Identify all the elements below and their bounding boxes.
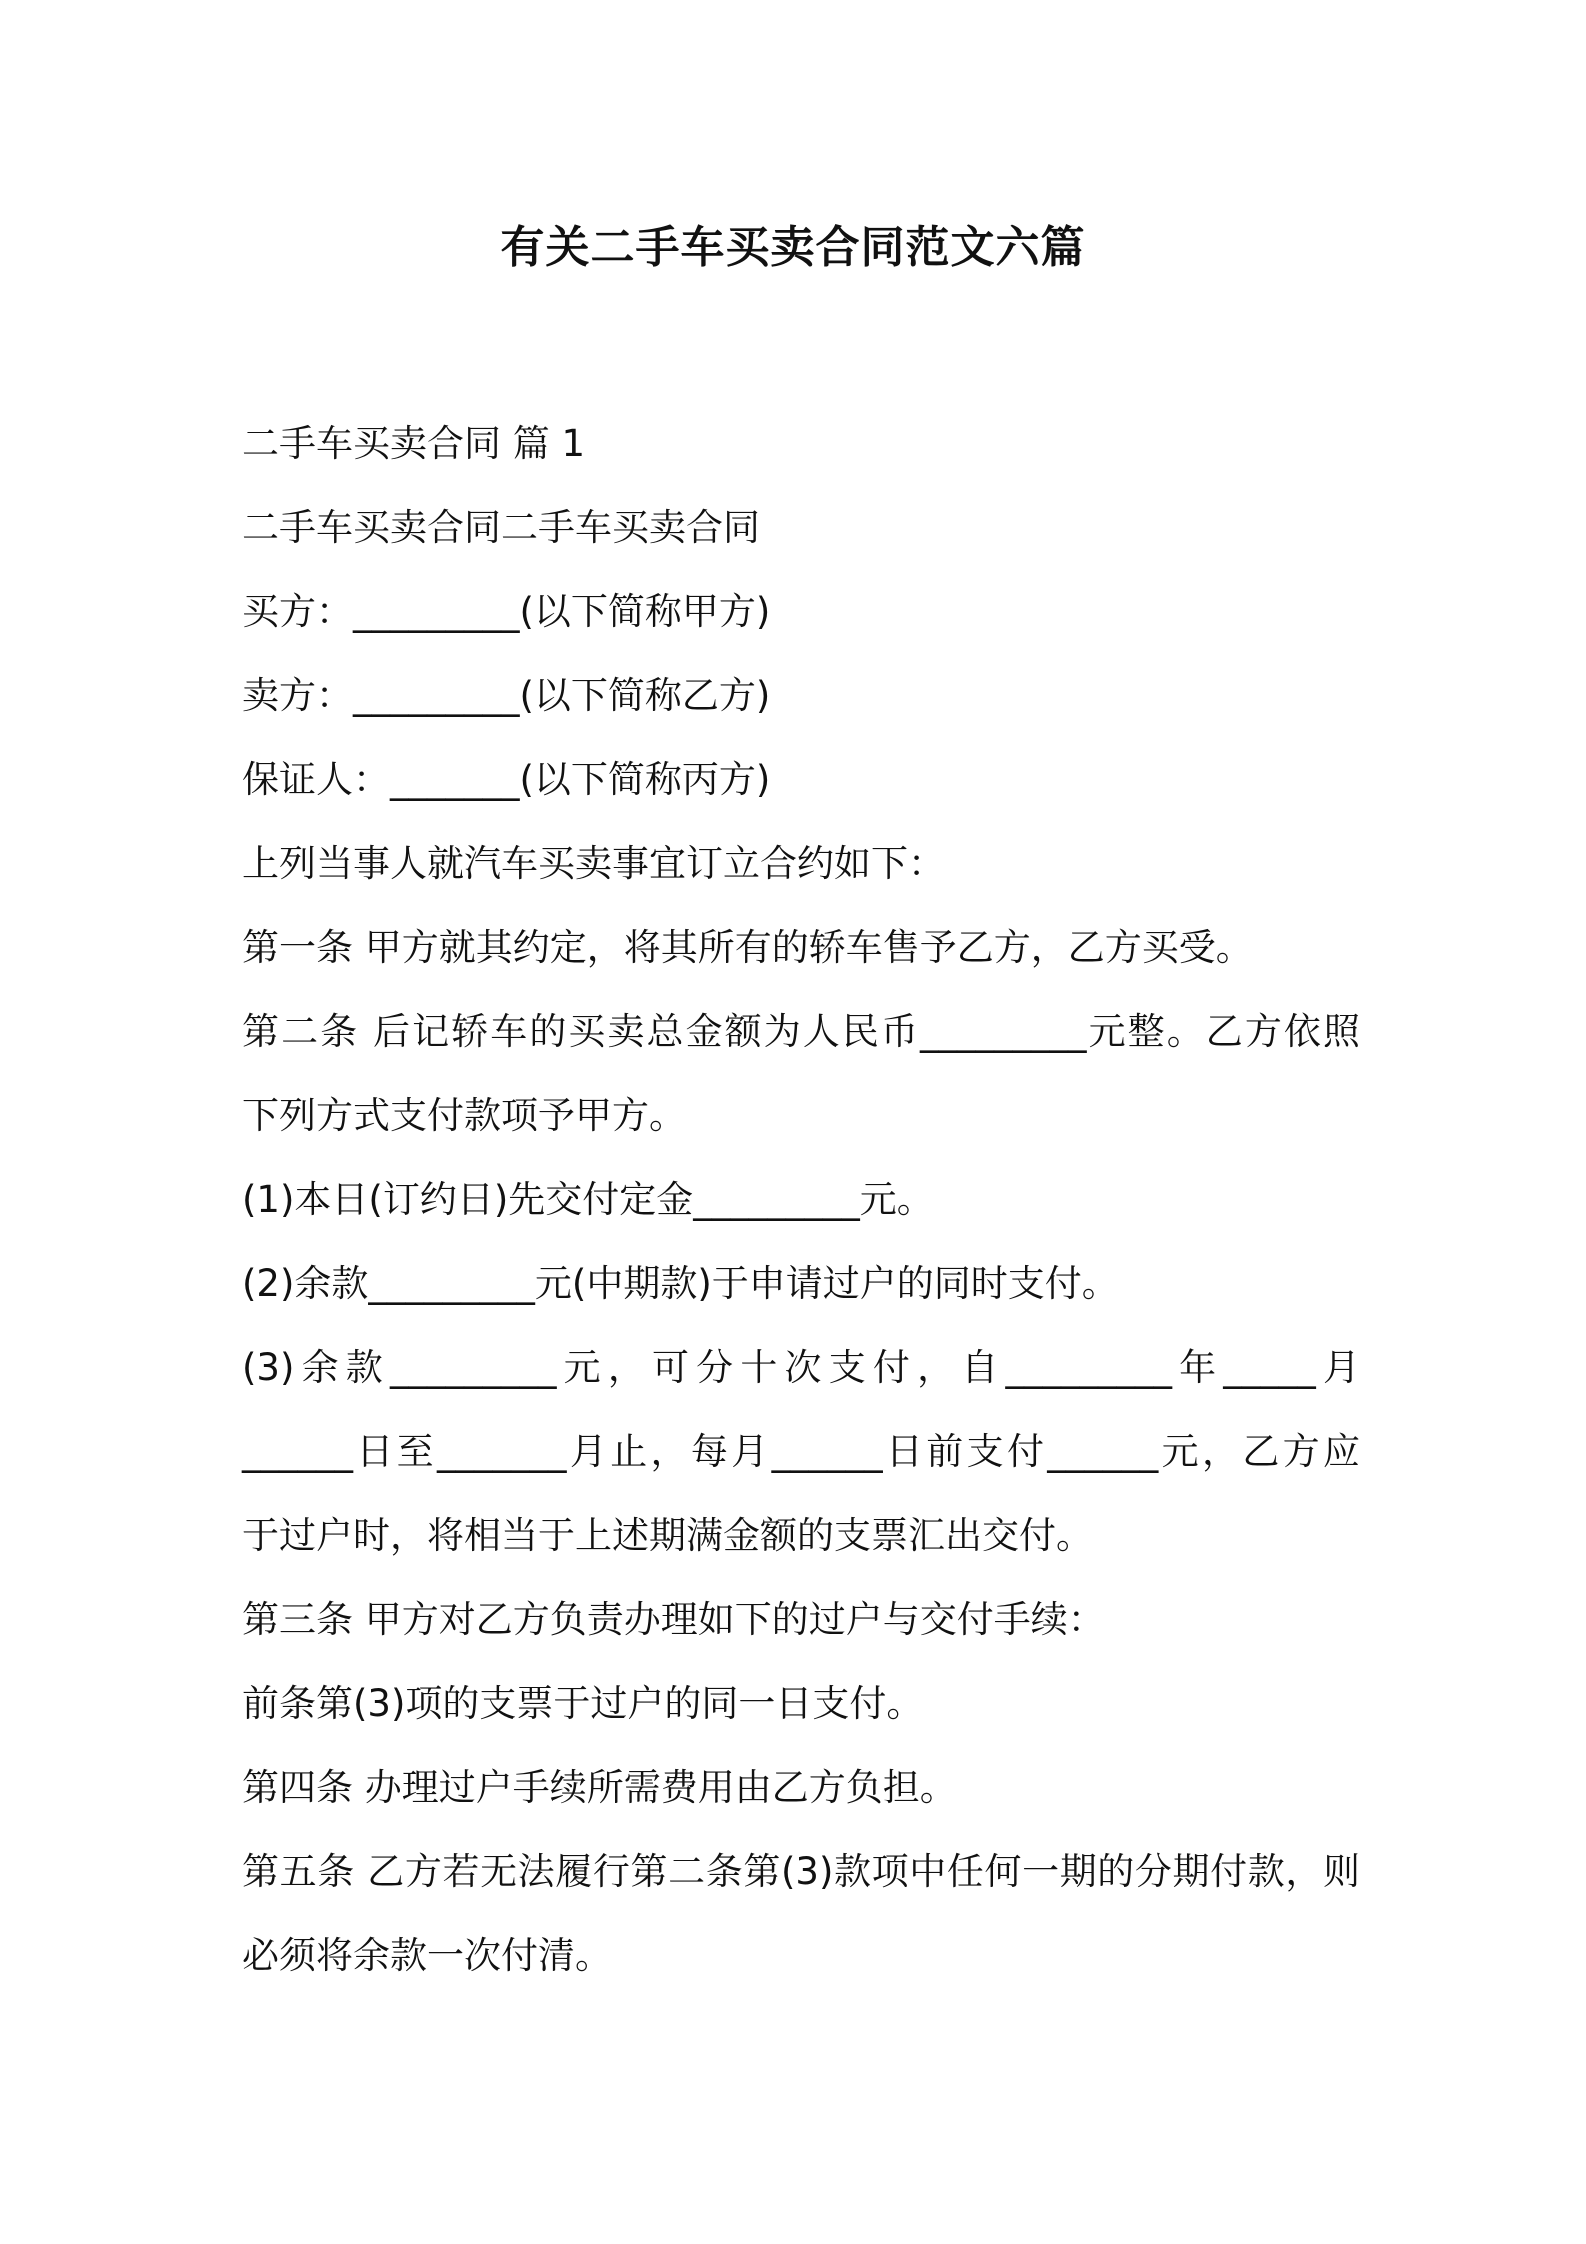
preamble-line: 上列当事人就汽车买卖事宜订立合约如下： [242,842,945,885]
contract-subtitle: 二手车买卖合同二手车买卖合同 [242,506,760,549]
section-heading: 二手车买卖合同 篇 1 [242,422,586,465]
document-body [242,402,1360,1998]
article-2-line-1: 第二条 后记轿车的买卖总金额为人民币_________元整。乙方依照 [242,1010,1360,1053]
buyer-line: 买方：_________(以下简称甲方) [242,590,771,633]
guarantor-line: 保证人：_______(以下简称丙方) [242,758,771,801]
article-2-line-2: 下列方式支付款项予甲方。 [242,1094,686,1137]
document-title: 有关二手车买卖合同范文六篇 [500,222,1086,273]
payment-item-3-line-3: 于过户时，将相当于上述期满金额的支票汇出交付。 [242,1514,1093,1557]
payment-item-1: (1)本日(订约日)先交付定金_________元。 [242,1178,934,1221]
article-3-detail: 前条第(3)项的支票于过户的同一日支付。 [242,1682,924,1725]
payment-item-3-line-1: (3)余款_________元，可分十次支付，自_________年_____月 [242,1346,1360,1389]
article-4: 第四条 办理过户手续所需费用由乙方负担。 [242,1766,957,1809]
payment-item-3-line-2: ______日至_______月止，每月______日前支付______元，乙方应 [242,1430,1360,1473]
article-1: 第一条 甲方就其约定，将其所有的轿车售予乙方，乙方买受。 [242,926,1253,969]
payment-item-2: (2)余款_________元(中期款)于申请过户的同时支付。 [242,1262,1119,1305]
article-5-line-1: 第五条 乙方若无法履行第二条第(3)款项中任何一期的分期付款，则 [242,1850,1360,1893]
seller-line: 卖方：_________(以下简称乙方) [242,674,771,717]
article-3: 第三条 甲方对乙方负责办理如下的过户与交付手续： [242,1598,1105,1641]
article-5-line-2: 必须将余款一次付清。 [242,1934,612,1977]
